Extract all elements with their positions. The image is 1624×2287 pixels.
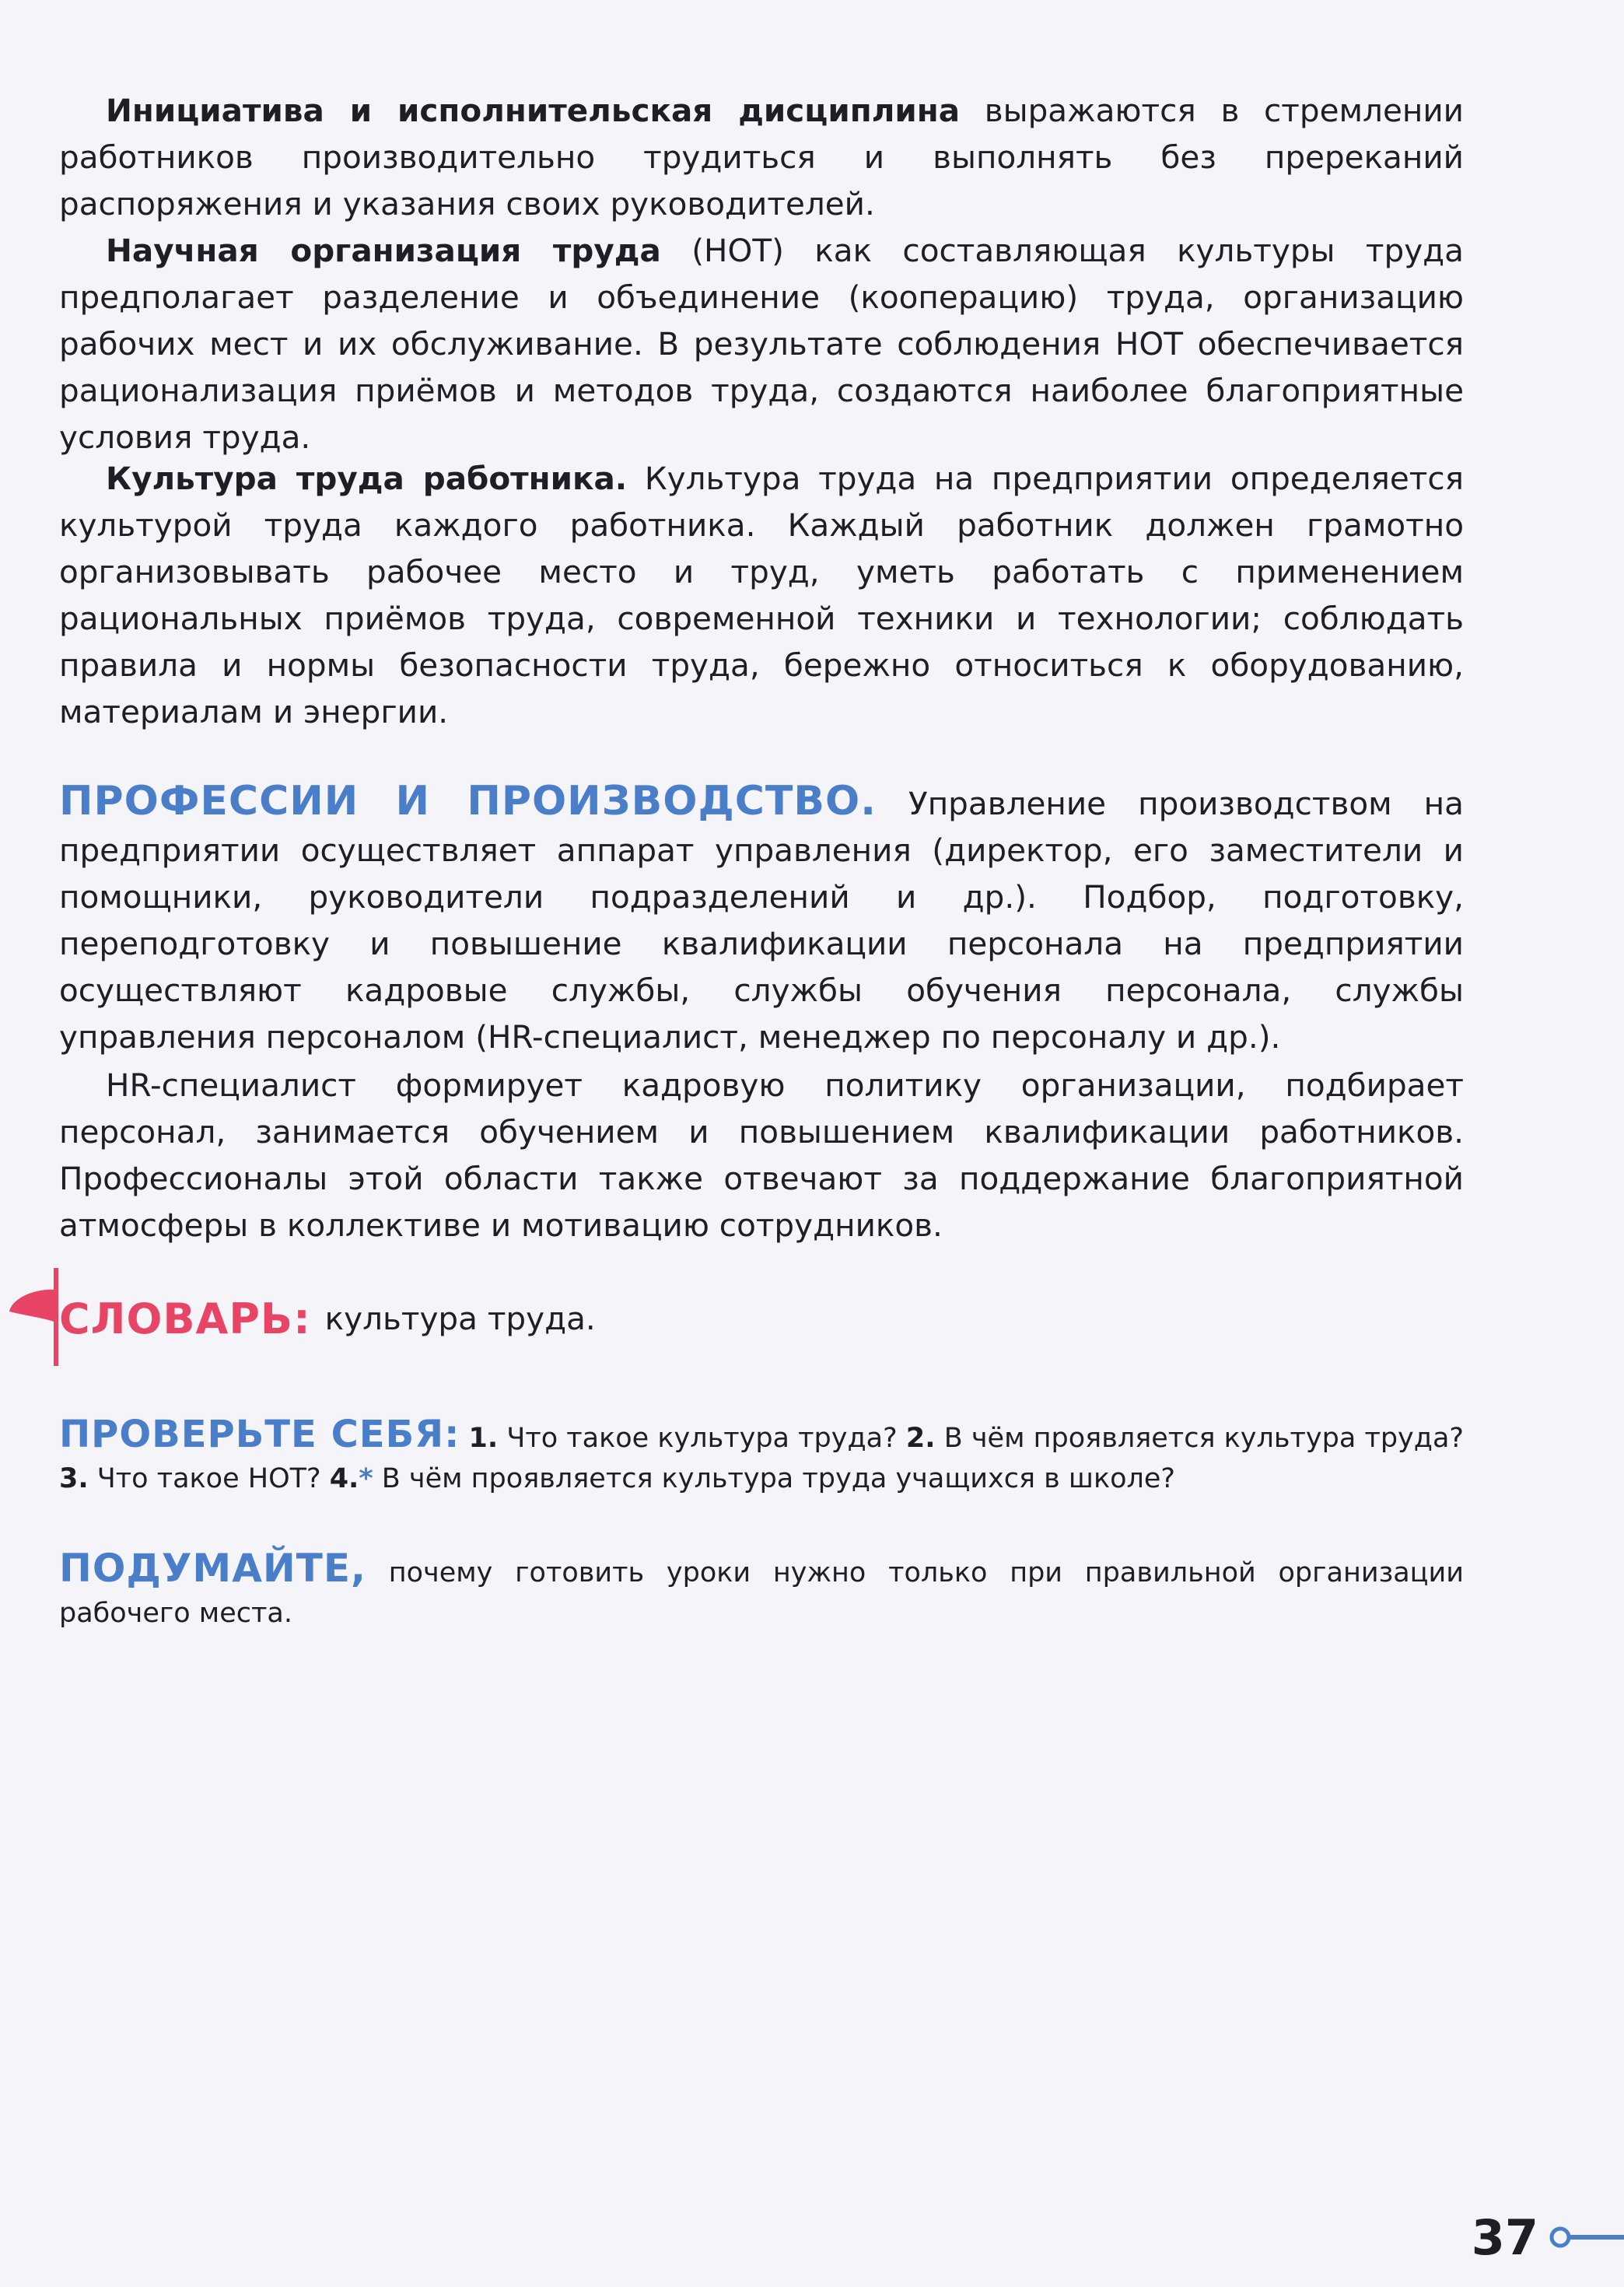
- term-initiative: Инициатива и исполнительская дисциплина: [106, 92, 961, 129]
- asterisk-mark: *: [359, 1463, 373, 1494]
- paragraph-hr: [59, 1062, 1464, 1249]
- question-number: 4.: [329, 1463, 359, 1494]
- bookmark-ribbon-icon: [5, 1266, 64, 1368]
- check-yourself-block: [59, 1414, 1464, 1499]
- page-number: 37: [1471, 2209, 1538, 2266]
- question-text: Что такое НОТ?: [88, 1463, 330, 1494]
- term-not: Научная организация труда: [106, 232, 661, 269]
- paragraph-text: выражаются в стремлении работников производительно трудиться и выполнять без пререканий распоряжения и указания своих руководителей.: [59, 92, 1464, 222]
- paragraph-work-culture: [59, 455, 1464, 735]
- think-heading: ПОДУМАЙТЕ,: [59, 1546, 366, 1591]
- paragraph-text: Культура труда на предприятии определяется культурой труда каждого работника. Каждый работник должен грамотно организовывать рабочее место и труд, уметь работать с применением рациональных приёмов труда, современной техники и технологии; соблюдать правила и нормы безопасности труда, бережно относиться к оборудованию, материалам и энергии.: [59, 460, 1465, 730]
- question-text: В чём проявляется культура труда учащихся в школе?: [373, 1463, 1175, 1494]
- question-number: 3.: [59, 1463, 89, 1494]
- paragraph-not: [59, 227, 1464, 461]
- think-text: почему готовить уроки нужно только при правильной организации рабочего места.: [59, 1557, 1464, 1629]
- term-work-culture: Культура труда работника.: [106, 460, 628, 497]
- dictionary-block: [59, 1287, 596, 1350]
- paragraph-text: (НОТ) как составляющая культуры труда предполагает разделение и объединение (кооперацию) труда, организацию рабочих мест и их обслуживание. В результате соблюдения НОТ обеспечивается рационализация приёмов и методов труда, создаются наиболее благоприятные условия труда.: [59, 232, 1464, 456]
- question-number: 1.: [468, 1423, 499, 1454]
- page-marker-icon: [1546, 2223, 1624, 2251]
- dictionary-heading: СЛОВАРЬ:: [59, 1294, 311, 1343]
- dictionary-term: культура труда.: [324, 1300, 596, 1337]
- question-number: 2.: [905, 1423, 936, 1454]
- paragraph-text: Управление производством на предприятии осуществляет аппарат управления (директор, его заместители и помощники, руководители подразделений и др.). Подбор, подготовку, переподготовку и повышение квалификации персонала на предприятии осуществляют кадровые службы, службы обучения персонала, службы управления персоналом (HR-специалист, менеджер по персоналу и др.).: [59, 785, 1464, 1056]
- professions-heading: ПРОФЕССИИ И ПРОИЗВОДСТВО.: [59, 778, 877, 825]
- think-block: [59, 1548, 1464, 1634]
- paragraph-initiative: [59, 87, 1464, 227]
- paragraph-text: HR-специалист формирует кадровую политику организации, подбирает персонал, занимается обучением и повышением квалификации работников. Профессионалы этой области также отвечают за поддержание благоприятной атмосферы в коллективе и мотивацию сотрудников.: [59, 1066, 1464, 1244]
- question-text: Что такое культура труда?: [498, 1423, 906, 1454]
- question-text: В чём проявляется культура труда?: [935, 1423, 1464, 1454]
- paragraph-professions: [59, 778, 1464, 1060]
- check-yourself-heading: ПРОВЕРЬТЕ СЕБЯ:: [59, 1413, 460, 1456]
